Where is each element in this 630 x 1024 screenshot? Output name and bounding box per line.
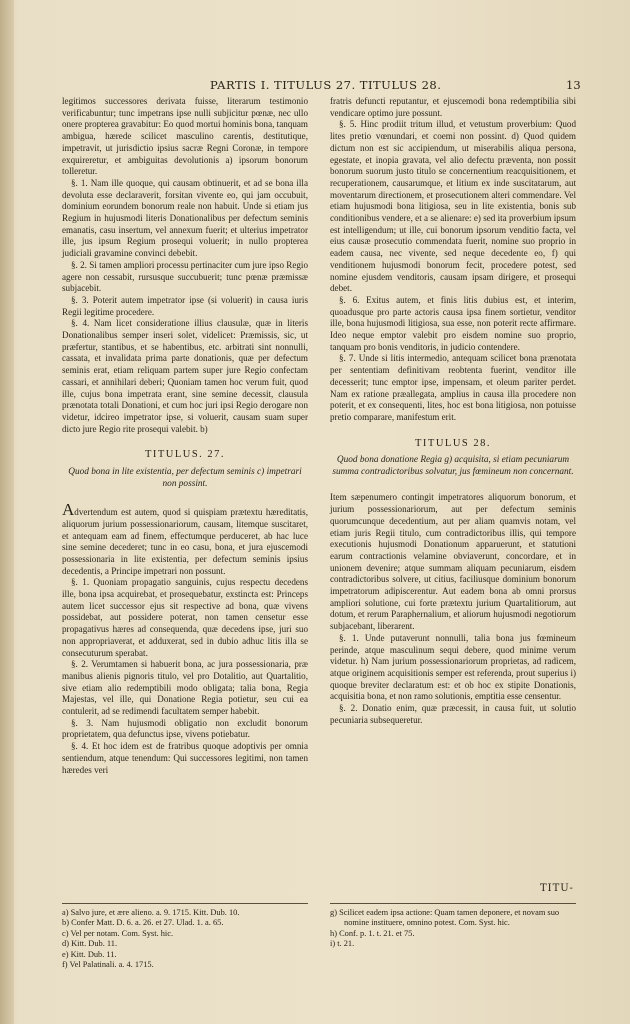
- footnote-rule: [62, 903, 308, 904]
- paragraph: §. 3. Nam hujusmodi obligatio non excludit bonorum proprietatem, qua defunctus ipse, vivens potiebatur.: [62, 717, 308, 740]
- footnotes-right: [330, 908, 576, 950]
- page-gutter-shadow: [0, 0, 14, 1024]
- footnote: c) Vel per notam. Com. Syst. hic.: [62, 928, 174, 938]
- footnote: h) Conf. p. 1. t. 21. et 75.: [330, 928, 415, 938]
- paragraph: §. 1. Unde putaverunt nonnulli, talia bona jus fœmineum perinde, atque masculinum sequi debere, quod minime verum videtur. h) Nam jurium possessionariorum proprietas, ad radicem, atque originem acquisitionis semper est referenda, prout superius i) quoque breviter declaratum est: et ob hoc ex stipite Donationis, acquisitia bona, et non ramo solutionis, emptitia esse censentur.: [330, 632, 576, 702]
- footnote: g) Scilicet eadem ipsa actione: Quam tamen deponere, et novam suo nomine instituere, omnino potest. Com. Syst. hic.: [330, 908, 560, 928]
- footnote: b) Confer Matt. D. 6. a. 26. et 27. Ulad. 1. a. 65.: [62, 918, 224, 928]
- footnote: e) Kitt. Dub. 11.: [62, 949, 117, 959]
- running-title: PARTIS I. TITULUS 27. TITULUS 28.: [210, 78, 442, 92]
- left-column: [62, 96, 308, 776]
- title-subtitle-27: Quod bona in lite existentia, per defectum seminis c) impetrari non possint.: [68, 467, 302, 489]
- paragraph: §. 4. Nam licet consideratione illius clausulæ, quæ in literis Donationalibus semper inseri solet, videlicet: Præmissis, sic, ut præfertur, stantibus, et se habentibus, etc. arbitrati sint nonnulli, cassata, et invalidata prima parte donationis, quæ per defectum seminis erat, etiam reliquam partem super jure Regio confectam cassari, et annihilari deberi; Quoniam tamen hoc verum fuit, quod ille, cujus bona impetrata erant, sine semine decessit, clausula prænotata totali Donationi, et cum hoc juri ipsi Regio derogare non videtur, idcireo impetrator ipse, si voluerit, causam suam super dicto jure Regio rite prosequi valebit. b): [62, 318, 308, 434]
- paragraph: §. 6. Exitus autem, et finis litis dubius est, et interim, quoadusque pro parte actoris causa ipsa finem sortietur, venditor ille, bona hujusmodi litigiosa, sua esse, non poterit recte affirmare. Ideo neque emptor valebit pro eisdem nomine suo proprio, tanquam pro bonis venditoris, in judicio contendere.: [330, 294, 576, 352]
- paragraph: §. 1. Quoniam propagatio sanguinis, cujus respectu decedens ille, bona ipsa acquirebat, et prosequebatur, exstincta est: Princeps autem licet successor ejus sit respective ad bona, quæ vivens possidebat, aut possidere poterat, non tamen censetur esse propagativus hæres ad consequenda, quæ decedens ipse, juri suo non appropriaverat, et adduxerat, sed in dubio adhuc litis illa se consecuturum sperabat.: [62, 577, 308, 658]
- paragraph: §. 7. Unde si litis intermedio, antequam scilicet bona prænotata per sententiam definitivam reobtenta fuerint, venditor ille decesserit; tunc emptor ipse, impensam, et oleum pariter perdet. Nam ex ratione præallegata, amplius in causa illa procedere non poterit, et ex consequenti, lites, hoc est bona litigiosa, non potuisse pretio comparare, manifestum erit.: [330, 353, 576, 422]
- paragraph: §. 1. Nam ille quoque, qui causam obtinuerit, et ad se bona illa devoluta esse declaraverit, forsitan vivente eo, qui jam occubuit, dominium eorundem bonorum reale non habuit. Unde si etiam jus Regium in hujusmodi literis Donationalibus per defectum seminis emanatis, casu insertum, vel annexum fuerit; et ulterius impetrator ille, jus ipsum Regium prosequi voluerit; in nullo propterea judiciali gravamine convinci debebit.: [62, 177, 308, 259]
- right-column: [330, 96, 576, 726]
- catchword: TITU-: [540, 883, 574, 894]
- drop-cap: A: [62, 500, 75, 520]
- title-heading-27: TITULUS. 27.: [144, 449, 226, 461]
- paragraph: §. 2. Donatio enim, quæ præcessit, in causa fuit, ut solutio pecuniaria subsequeretur.: [330, 703, 576, 725]
- paragraph: legitimos successores derivata fuisse, literarum testimonio verificabuntur; tunc impetrans ipse nulli subjicitur pœnæ, nec ullo onere propterea gravabitur: Eo quod mortui hominis bona, tanquam ambigua, hærede scilicet masculino carentis, destitutique, impetravit, ut jurisdictio ipsius sacræ Regni Coronæ, in tempore exquireretur, et ambiguitas devolutionis a) ipsorum bonorum tolleretur.: [62, 96, 308, 177]
- footnote-rule: [330, 903, 576, 904]
- paragraph: [62, 500, 308, 577]
- footnote: i) t. 21.: [330, 939, 355, 949]
- footnotes-left: [62, 908, 308, 970]
- paragraph: §. 3. Poterit autem impetrator ipse (si voluerit) in causa iuris Regii legitime procedere.: [62, 294, 308, 317]
- running-head: [0, 78, 630, 94]
- paragraph-text: dvertendum est autem, quod si quispiam prætextu hæreditatis, aliquorum jurium possessionariorum, causam, litemque suscitaret, et antequam eam ad finem, effectumque perduceret, ab hac luce sine semine decederet; tunc in eo casu, bona, et jura ejuscemodi possessionaria in lite existentia, per defectum seminis ipsius decedentis, a Principe impetrari non possunt.: [62, 507, 308, 576]
- paragraph: §. 2. Si tamen ampliori processu pertinaciter cum jure ipso Regio agere non cessabit, rursusque succubuerit; tunc pœnæ præmissæ subjacebit.: [62, 259, 308, 294]
- paragraph: §. 5. Hinc prodiit tritum illud, et vetustum proverbium: Quod lites pretio vœnundari, et coemi non possint. d) Quod quidem dictum non est sic accipiendum, ut miserabilis aliqua persona, egestate, et inopia gravata, vel alio defectu præventa, non possit bonorum suorum justo titulo se concernentium reacquisitionem, et recuperationem, causarumque, et litium ex inde suscitatarum, aut moventarum directionem, et prosecutionem alteri commendare. Vel etiam hujusmodi bona litigiosa, seu in lite existentia, bonis sub conditionibus vendere, et a se alienare: e) sed ita proverbium ipsum est intelligendum; ut ille, cui bonorum ipsorum venditio facta, vel eius causæ prosecutio commendata fuerit, nomine suo proprio in eadem causa, nec vivente, sed neque decedente eo, f) qui venditionem hujusmodi bonorum fecit, procedere potest, sed nomine ejusdem venditoris, causam ipsam dirigere, et prosequi debet.: [330, 119, 576, 294]
- paragraph: §. 2. Verumtamen si habuerit bona, ac jura possessionaria, præ manibus alienis pignoris titulo, vel pro Dotalitio, aut Quartalitio, sive etiam alio redemptibili modo obligata; talia bona, Regia Majestas, vel ille, qui Donatione Regia potietur, seu cui ea contulerit, ad se redimendi facultatem semper habebit.: [62, 659, 308, 717]
- paragraph: §. 4. Et hoc idem est de fratribus quoque adoptivis per omnia sentiendum, atque tenendum: Qui successores legitimi, non tamen hæredes veri: [62, 741, 308, 775]
- paragraph: Item sæpenumero contingit impetratores aliquorum bonorum, et jurium possessionariorum, aut per defectum seminis quorumcunque decedentium, aut per aliam quamvis notam, vel etiam juris Regii titulo, cum contradictoribus illis, qui tempore executionis hujusmodi Donationum apparuerunt, et statutioni earum contractionis velamine obviaverunt, concordare, et in unionem devenire; atque summam aliquam pecuniarum, eisdem contradictoribus solvere, ut citius, faciliusque dominium bonorum impetratorum adipiscerentur. Aut eadem bona ab omni prorsus ampliori solutione, cui forte prætextu jurium Quartalitiorum, aut dotum, et rerum Paraphernalium, et aliorum hujusmodi negotiorum subjacebant, liberarent.: [330, 492, 576, 632]
- footnote: a) Salvo jure, et ære alieno. a. 9. 1715. Kitt. Dub. 10.: [62, 908, 240, 917]
- footnote: f) Vel Palatinali. a. 4. 1715.: [62, 960, 154, 970]
- paragraph: fratris defuncti reputantur, et ejuscemodi bona redemptibilia sibi vendicare optimo jure possunt.: [330, 96, 576, 118]
- title-subtitle-28: Quod bona donatione Regia g) acquisita, si etiam pecuniarum summa contradictoribus solvatur, jus fœmineum non concernant.: [332, 455, 574, 477]
- page-number: 13: [566, 78, 581, 92]
- title-heading-28: TITULUS 28.: [415, 437, 491, 449]
- footnote: d) Kitt. Dub. 11.: [62, 939, 118, 949]
